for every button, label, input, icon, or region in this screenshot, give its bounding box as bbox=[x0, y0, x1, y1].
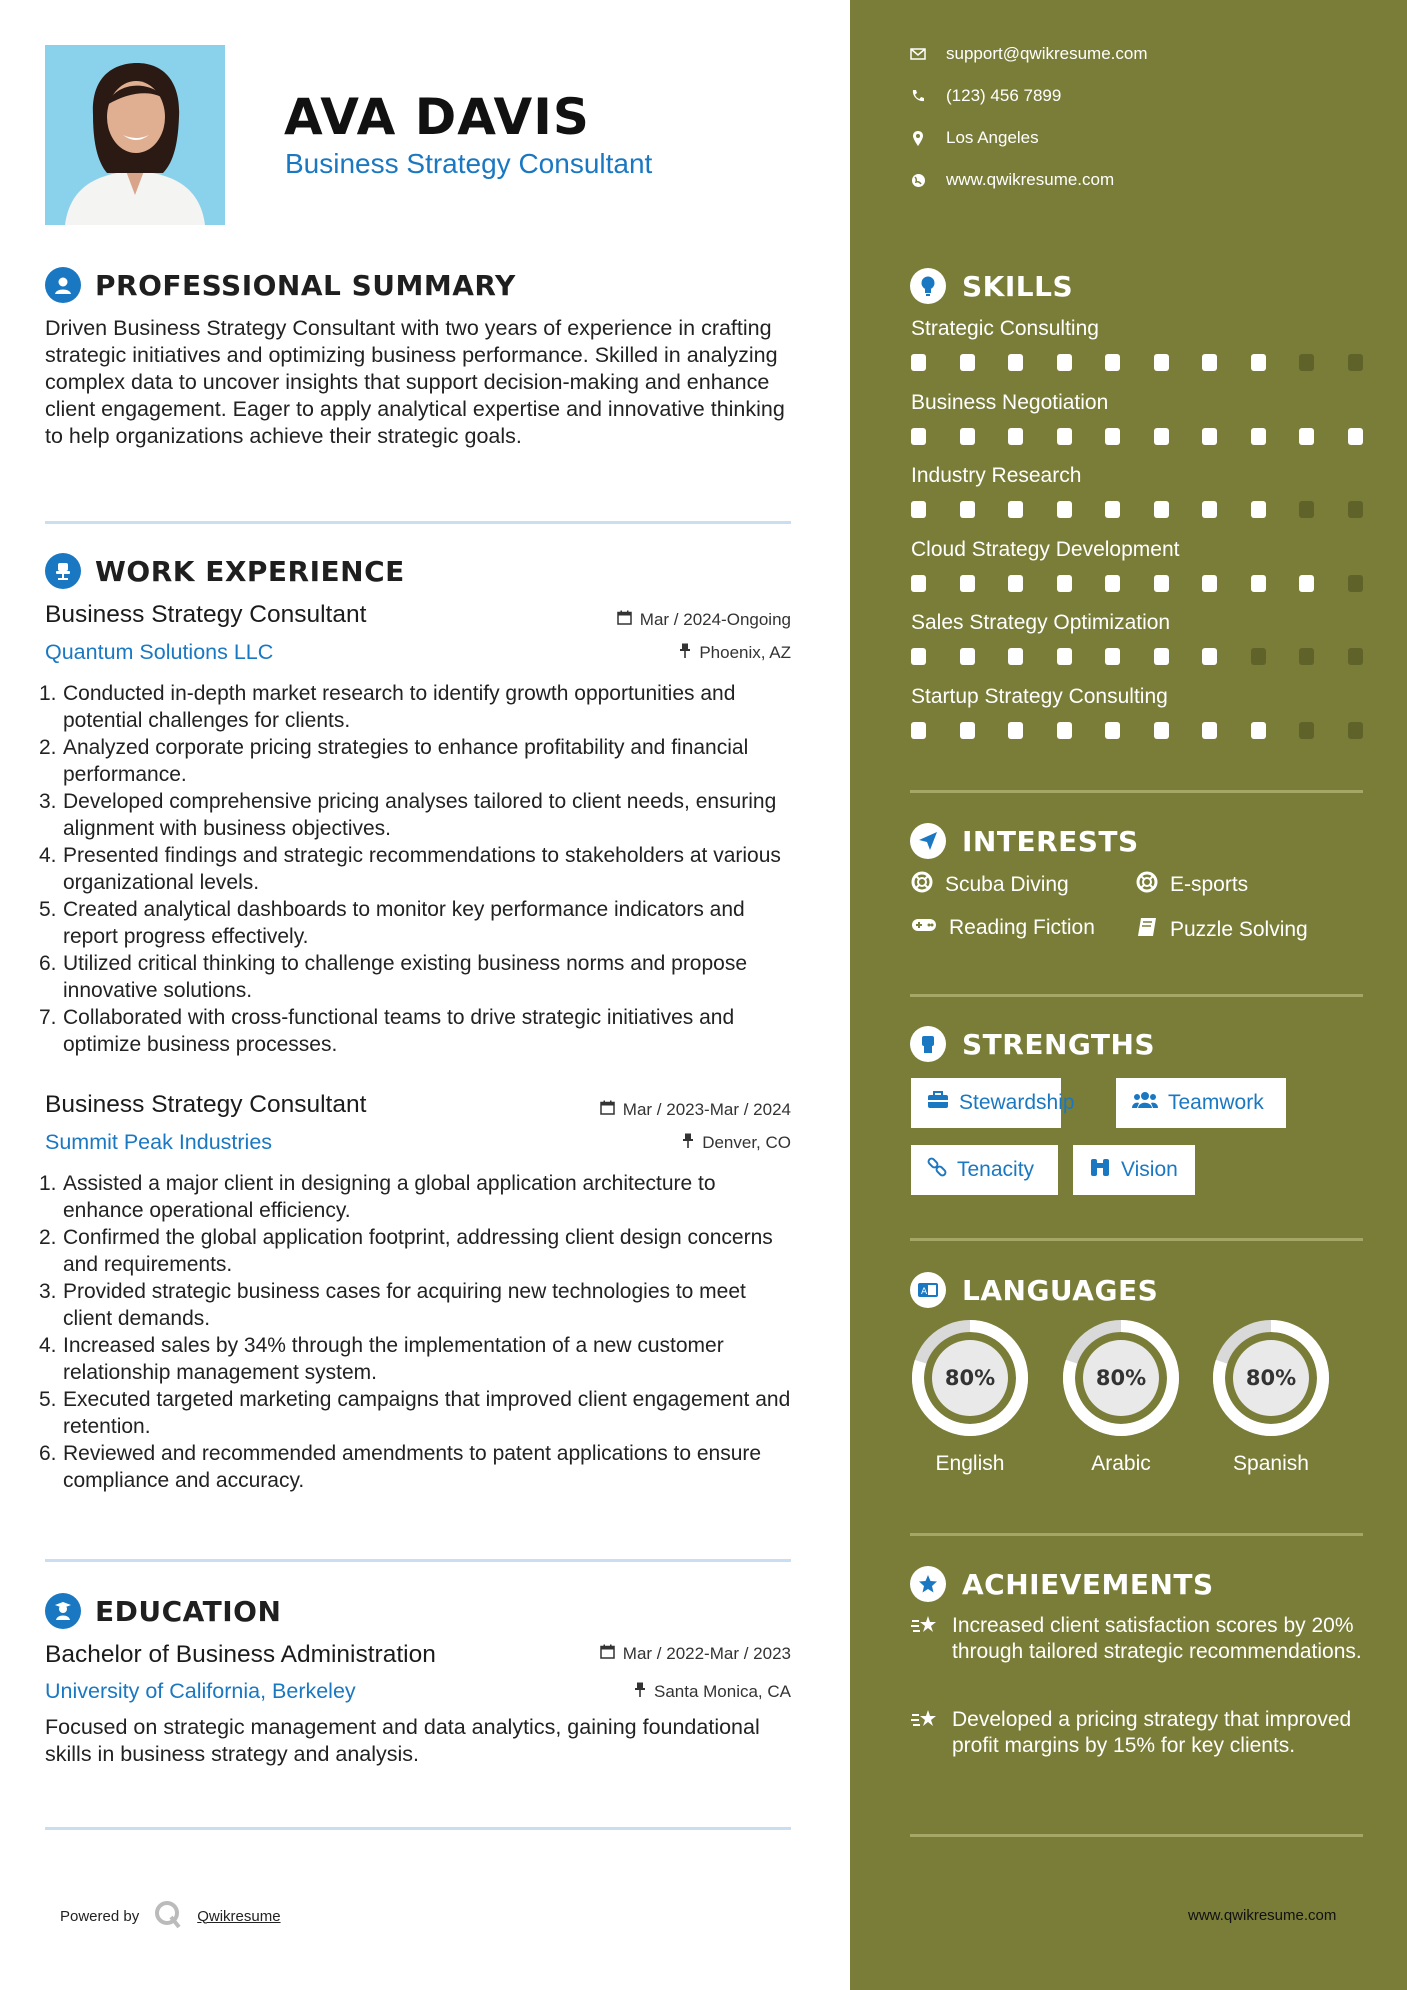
language-gauge bbox=[1211, 1318, 1331, 1443]
lifebuoy-icon bbox=[911, 871, 933, 899]
candidate-name: AVA DAVIS bbox=[284, 88, 590, 146]
lifebuoy-icon bbox=[1136, 871, 1158, 899]
divider bbox=[45, 1559, 791, 1562]
achievement-item bbox=[910, 1707, 1370, 1759]
summary-title: PROFESSIONAL SUMMARY bbox=[95, 268, 516, 302]
divider bbox=[45, 521, 791, 524]
skill-dot-filled bbox=[1057, 428, 1072, 445]
skill-dot-filled bbox=[1251, 501, 1266, 518]
skill-dot-empty bbox=[1299, 648, 1314, 665]
skill-dot-filled bbox=[1251, 722, 1266, 739]
skill-dot-filled bbox=[1202, 354, 1217, 371]
interests-title: INTERESTS bbox=[962, 824, 1139, 858]
interest-label: E-sports bbox=[1170, 873, 1249, 896]
envelope-icon bbox=[910, 46, 926, 62]
skill-dot-filled bbox=[960, 648, 975, 665]
book-icon bbox=[1136, 916, 1158, 944]
list-item: 1. Assisted a major client in designing a global application architecture to enhance operational efficiency. bbox=[39, 1172, 716, 1222]
list-item: 2. Analyzed corporate pricing strategies to enhance profitability and financial performance. bbox=[39, 736, 749, 786]
skill-dot-filled bbox=[911, 501, 926, 518]
language-name: Arabic bbox=[1091, 1452, 1151, 1475]
skill-dot-filled bbox=[1105, 575, 1120, 592]
skill-dot-empty bbox=[1251, 648, 1266, 665]
skills-title: SKILLS bbox=[962, 269, 1074, 303]
skill-dot-filled bbox=[960, 575, 975, 592]
contact-website bbox=[910, 170, 1114, 190]
website-text[interactable]: www.qwikresume.com bbox=[946, 170, 1115, 189]
job-location bbox=[682, 1133, 791, 1153]
shooting-star-icon bbox=[910, 1707, 940, 1759]
interest-item bbox=[911, 916, 1095, 940]
interest-item bbox=[1136, 916, 1308, 944]
globe-icon bbox=[910, 172, 926, 188]
languages-title: LANGUAGES bbox=[962, 1273, 1159, 1307]
raised-fist-icon bbox=[910, 1026, 946, 1062]
skill-dot-filled bbox=[1008, 428, 1023, 445]
calendar-icon bbox=[600, 1100, 615, 1120]
achievements-title: ACHIEVEMENTS bbox=[962, 1567, 1214, 1601]
strength-chip bbox=[911, 1145, 1058, 1195]
star-badge-icon bbox=[910, 1566, 946, 1602]
education-date bbox=[600, 1644, 791, 1664]
language-gauge bbox=[910, 1318, 1030, 1443]
skill-dot-filled bbox=[911, 575, 926, 592]
divider bbox=[45, 1827, 791, 1830]
experience-heading bbox=[45, 553, 405, 589]
skill-name: Cloud Strategy Development bbox=[911, 537, 1180, 561]
divider bbox=[910, 1533, 1363, 1536]
company-name: Quantum Solutions LLC bbox=[45, 640, 274, 664]
skill-dot-filled bbox=[911, 648, 926, 665]
skill-name: Sales Strategy Optimization bbox=[911, 611, 1171, 634]
education-location-text: Santa Monica, CA bbox=[653, 1682, 791, 1701]
shooting-star-icon bbox=[910, 1613, 940, 1665]
users-icon bbox=[1132, 1091, 1158, 1115]
strength-chip bbox=[911, 1078, 1075, 1128]
skill-dot-empty bbox=[1348, 354, 1363, 371]
skill-dot-filled bbox=[1105, 722, 1120, 739]
skill-name: Startup Strategy Consulting bbox=[911, 684, 1168, 708]
interest-label: Reading Fiction bbox=[949, 916, 1095, 939]
skill-dot-filled bbox=[960, 428, 975, 445]
lightbulb-icon bbox=[910, 268, 946, 304]
skill-rating bbox=[911, 722, 1396, 739]
powered-by-label: Powered by bbox=[60, 1907, 140, 1925]
email-text[interactable]: support@qwikresume.com bbox=[946, 44, 1148, 63]
skill-dot-filled bbox=[1057, 648, 1072, 665]
contact-email bbox=[910, 44, 1148, 64]
achievement-item bbox=[910, 1613, 1370, 1665]
interest-label: Puzzle Solving bbox=[1170, 918, 1308, 941]
achievement-text: Developed a pricing strategy that improved profit margins by 15% for key clients. bbox=[952, 1708, 1352, 1757]
interest-item bbox=[911, 871, 1069, 899]
skill-dot-filled bbox=[1154, 354, 1169, 371]
interests-heading bbox=[910, 823, 1139, 859]
briefcase-icon bbox=[927, 1091, 949, 1115]
list-item: 4. Increased sales by 34% through the implementation of a new customer relationship management system. bbox=[39, 1334, 724, 1384]
skill-dot-filled bbox=[911, 428, 926, 445]
job-bullets bbox=[39, 680, 795, 1058]
location-text: Los Angeles bbox=[946, 128, 1039, 147]
skill-dot-filled bbox=[1057, 722, 1072, 739]
job-bullets bbox=[39, 1170, 795, 1494]
binoculars-icon bbox=[1089, 1157, 1111, 1183]
job-date-text: Mar / 2023-Mar / 2024 bbox=[622, 1100, 791, 1119]
divider bbox=[910, 994, 1363, 997]
skill-dot-filled bbox=[1202, 648, 1217, 665]
paper-plane-icon bbox=[910, 823, 946, 859]
user-icon bbox=[45, 267, 81, 303]
gamepad-icon bbox=[911, 916, 937, 940]
skill-dot-filled bbox=[1202, 501, 1217, 518]
list-item: 5. Executed targeted marketing campaigns that improved client engagement and retention. bbox=[39, 1388, 791, 1438]
job-location-text: Denver, CO bbox=[702, 1133, 791, 1152]
summary-heading bbox=[45, 267, 516, 303]
skill-dot-filled bbox=[911, 722, 926, 739]
strength-label: Tenacity bbox=[957, 1158, 1035, 1181]
qwikresume-logo-icon bbox=[153, 1899, 183, 1933]
powered-by bbox=[60, 1899, 281, 1933]
skill-dot-empty bbox=[1299, 722, 1314, 739]
list-item: 2. Confirmed the global application footprint, addressing client design concerns and requirements. bbox=[39, 1226, 773, 1276]
skill-rating bbox=[911, 575, 1396, 592]
skill-dot-filled bbox=[1299, 428, 1314, 445]
strength-chip bbox=[1116, 1078, 1286, 1128]
skill-dot-filled bbox=[1251, 428, 1266, 445]
gauge-percent: 80% bbox=[1245, 1366, 1297, 1390]
office-chair-icon bbox=[45, 553, 81, 589]
experience-title: WORK EXPERIENCE bbox=[95, 554, 405, 588]
school-name: University of California, Berkeley bbox=[45, 1679, 356, 1703]
skill-dot-empty bbox=[1348, 501, 1363, 518]
pushpin-icon bbox=[634, 1682, 646, 1702]
job-date bbox=[617, 610, 791, 630]
languages-heading bbox=[910, 1272, 1158, 1308]
skill-rating bbox=[911, 648, 1396, 665]
skill-dot-filled bbox=[1154, 501, 1169, 518]
gauge-percent: 80% bbox=[1095, 1366, 1147, 1390]
skill-dot-filled bbox=[1057, 501, 1072, 518]
calendar-icon bbox=[617, 610, 632, 630]
skill-dot-filled bbox=[1008, 501, 1023, 518]
company-name: Summit Peak Industries bbox=[45, 1130, 273, 1154]
candidate-title: Business Strategy Consultant bbox=[285, 148, 653, 179]
skill-dot-empty bbox=[1348, 722, 1363, 739]
skill-dot-filled bbox=[1251, 575, 1266, 592]
phone-text: (123) 456 7899 bbox=[946, 86, 1062, 105]
list-item: 6. Reviewed and recommended amendments to patent applications to ensure compliance and accuracy. bbox=[39, 1442, 762, 1492]
education-date-text: Mar / 2022-Mar / 2023 bbox=[622, 1644, 791, 1663]
job-date bbox=[600, 1100, 791, 1120]
divider bbox=[910, 790, 1363, 793]
link-icon bbox=[927, 1157, 947, 1183]
education-heading bbox=[45, 1593, 281, 1629]
skill-dot-filled bbox=[911, 354, 926, 371]
skill-name: Industry Research bbox=[911, 464, 1082, 487]
list-item: 7. Collaborated with cross-functional teams to drive strategic initiatives and optimize business processes. bbox=[39, 1006, 735, 1056]
language-name: English bbox=[935, 1452, 1005, 1475]
job-title: Business Strategy Consultant bbox=[45, 601, 367, 628]
strength-label: Stewardship bbox=[959, 1091, 1075, 1114]
interest-label: Scuba Diving bbox=[945, 873, 1069, 896]
skill-dot-filled bbox=[960, 354, 975, 371]
skill-rating bbox=[911, 428, 1396, 445]
pushpin-icon bbox=[682, 1133, 694, 1153]
job-title: Business Strategy Consultant bbox=[45, 1091, 367, 1118]
list-item: 6. Utilized critical thinking to challenge existing business norms and propose innovative solutions. bbox=[39, 952, 748, 1002]
achievements-heading bbox=[910, 1566, 1214, 1602]
qwikresume-link[interactable]: Qwikresume bbox=[197, 1907, 281, 1925]
skill-dot-filled bbox=[1154, 722, 1169, 739]
divider bbox=[910, 1834, 1363, 1837]
achievement-text: Increased client satisfaction scores by 20% through tailored strategic recommendations. bbox=[952, 1614, 1362, 1663]
skill-dot-filled bbox=[1154, 428, 1169, 445]
skill-dot-filled bbox=[1202, 428, 1217, 445]
skill-dot-empty bbox=[1299, 354, 1314, 371]
education-title: EDUCATION bbox=[95, 1594, 282, 1628]
translate-icon bbox=[910, 1272, 946, 1308]
list-item: 3. Developed comprehensive pricing analyses tailored to client needs, ensuring alignment with business objectives. bbox=[39, 790, 777, 840]
skill-dot-filled bbox=[1202, 575, 1217, 592]
skill-dot-filled bbox=[1057, 575, 1072, 592]
contact-location bbox=[910, 128, 1039, 148]
skill-dot-filled bbox=[1008, 354, 1023, 371]
divider bbox=[910, 1238, 1363, 1241]
list-item: 3. Provided strategic business cases for acquiring new technologies to meet client demands. bbox=[39, 1280, 746, 1330]
skills-heading bbox=[910, 268, 1073, 304]
list-item: 1. Conducted in-depth market research to identify growth opportunities and potential challenges for clients. bbox=[39, 682, 736, 732]
skill-dot-empty bbox=[1348, 575, 1363, 592]
language-name: Spanish bbox=[1233, 1452, 1309, 1475]
skill-dot-filled bbox=[1057, 354, 1072, 371]
profile-photo bbox=[45, 45, 225, 225]
list-item: 5. Created analytical dashboards to monitor key performance indicators and report progress effectively. bbox=[39, 898, 745, 948]
list-item: 4. Presented findings and strategic recommendations to stakeholders at various organizational levels. bbox=[39, 844, 781, 894]
svg-text:A: A bbox=[921, 1287, 928, 1297]
skill-dot-filled bbox=[1008, 722, 1023, 739]
skill-dot-filled bbox=[1105, 648, 1120, 665]
skill-dot-filled bbox=[1008, 575, 1023, 592]
skill-rating bbox=[911, 354, 1396, 371]
education-location bbox=[634, 1682, 791, 1702]
language-gauge bbox=[1061, 1318, 1181, 1443]
skill-dot-filled bbox=[1154, 575, 1169, 592]
skill-dot-filled bbox=[1105, 428, 1120, 445]
skill-dot-filled bbox=[1251, 354, 1266, 371]
phone-icon bbox=[910, 88, 926, 104]
contact-phone bbox=[910, 86, 1061, 106]
skill-name: Business Negotiation bbox=[911, 390, 1109, 414]
interest-item bbox=[1136, 871, 1248, 899]
summary-text: Driven Business Strategy Consultant with two years of experience in crafting strategic initiatives and optimizing business performance. Skilled in analyzing complex data to uncover insights that support decision-making and enhance client engagement. Eager to apply analytical expertise and innovative thinking to help organizations achieve their strategic goals. bbox=[45, 316, 785, 448]
skill-dot-empty bbox=[1299, 501, 1314, 518]
job-date-text: Mar / 2024-Ongoing bbox=[639, 610, 791, 629]
skill-dot-filled bbox=[1105, 354, 1120, 371]
strength-label: Teamwork bbox=[1168, 1091, 1264, 1114]
skill-dot-filled bbox=[960, 722, 975, 739]
strength-label: Vision bbox=[1121, 1158, 1178, 1181]
skill-dot-filled bbox=[1348, 428, 1363, 445]
job-location bbox=[679, 643, 791, 663]
skill-dot-filled bbox=[960, 501, 975, 518]
education-description: Focused on strategic management and data analytics, gaining foundational skills in business strategy and analysis. bbox=[45, 1715, 760, 1766]
footer-website[interactable]: www.qwikresume.com bbox=[1188, 1907, 1337, 1924]
graduate-icon bbox=[45, 1593, 81, 1629]
strength-chip bbox=[1073, 1145, 1195, 1195]
job-location-text: Phoenix, AZ bbox=[699, 643, 791, 662]
skill-dot-empty bbox=[1348, 648, 1363, 665]
skill-name: Strategic Consulting bbox=[911, 317, 1099, 340]
skill-dot-filled bbox=[1008, 648, 1023, 665]
skill-dot-filled bbox=[1202, 722, 1217, 739]
skill-rating bbox=[911, 501, 1396, 518]
skill-dot-filled bbox=[1105, 501, 1120, 518]
skill-dot-filled bbox=[1299, 575, 1314, 592]
strengths-title: STRENGTHS bbox=[962, 1027, 1156, 1061]
pushpin-icon bbox=[679, 643, 691, 663]
calendar-icon bbox=[600, 1644, 615, 1664]
gauge-percent: 80% bbox=[944, 1366, 996, 1390]
degree: Bachelor of Business Administration bbox=[45, 1641, 436, 1668]
strengths-heading bbox=[910, 1026, 1155, 1062]
skill-dot-filled bbox=[1154, 648, 1169, 665]
map-marker-icon bbox=[910, 130, 926, 146]
